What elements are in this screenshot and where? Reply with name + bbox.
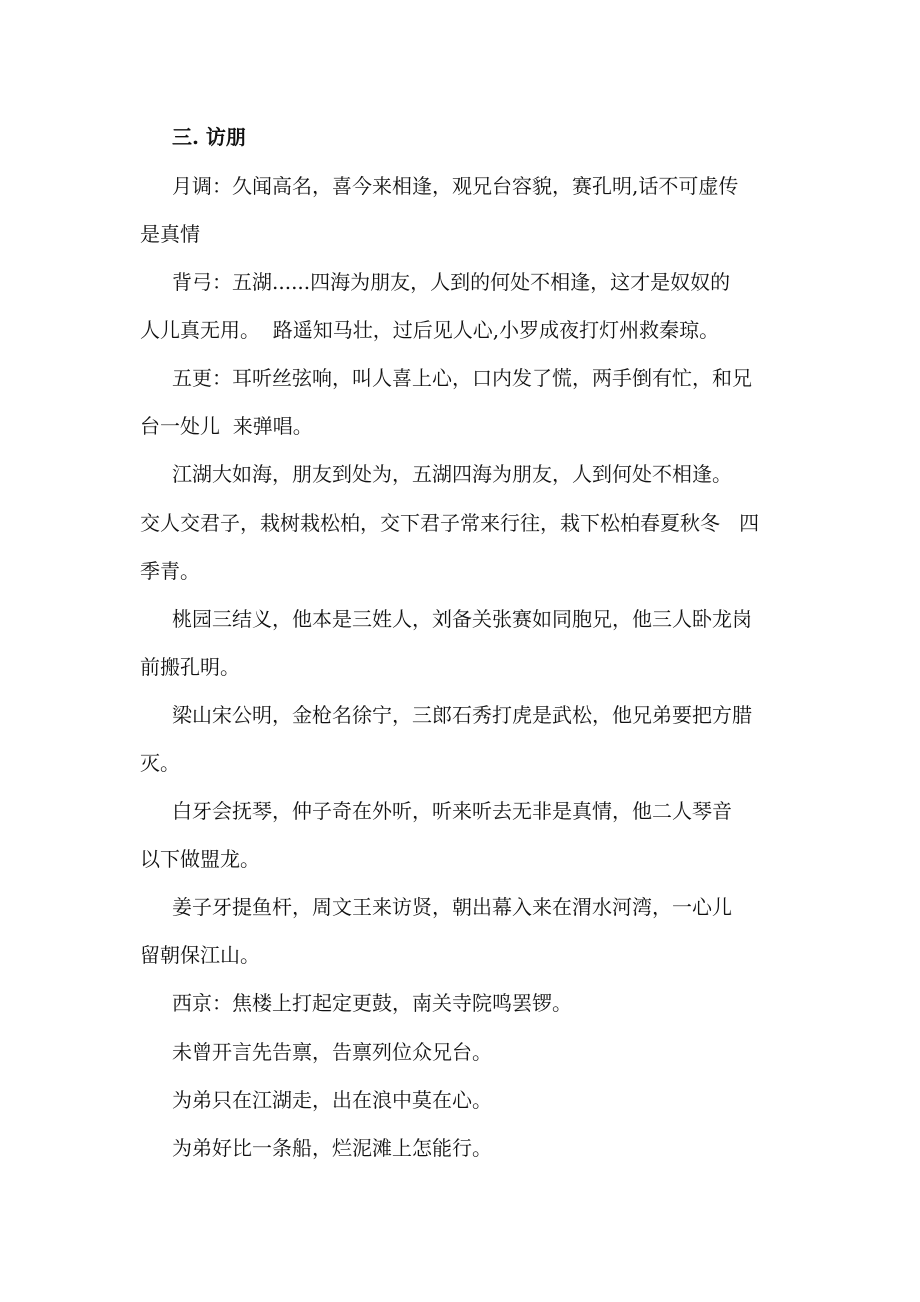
para-line: 交人交君子，栽树栽松柏，交下君子常来行往，栽下松柏春夏秋冬 四 [140,511,760,535]
para-line: 白牙会抚琴，仲子奇在外听，听来听去无非是真情，他二人琴音 [172,799,732,823]
para-line: 前搬孔明。 [140,655,240,679]
para-line: 人儿真无用。 路遥知马壮，过后见人心,小罗成夜打灯州救秦琼。 [140,318,720,342]
para-xijing: 西京：焦楼上打起定更鼓，南关寺院鸣罢锣。 [172,991,572,1015]
para-weidi-chuan: 为弟好比一条船，烂泥滩上怎能行。 [172,1136,492,1160]
para-line: 灭。 [140,751,180,775]
para-line: 季青。 [140,559,200,583]
para-weizeng: 未曾开言先告禀，告禀列位众兄台。 [172,1040,492,1064]
para-line: 桃园三结义，他本是三姓人，刘备关张赛如同胞兄，他三人卧龙岗 [172,607,752,631]
para-line: 留朝保江山。 [140,943,260,967]
para-line: 江湖大如海，朋友到处为，五湖四海为朋友，人到何处不相逢。 [172,462,732,486]
para-line: 梁山宋公明，金枪名徐宁，三郎石秀打虎是武松，他兄弟要把方腊 [172,703,752,727]
section-heading: 三. 访朋 [172,125,246,149]
para-line: 以下做盟龙。 [140,847,260,871]
para-line: 是真情 [140,222,200,246]
para-weidi-jianghu: 为弟只在江湖走，出在浪中莫在心。 [172,1088,492,1112]
para-line: 背弓：五湖......四海为朋友，人到的何处不相逢，这才是奴奴的 [172,270,731,294]
para-line: 五更：耳听丝弦响，叫人喜上心，口内发了慌，两手倒有忙，和兄 [172,366,752,390]
para-line: 月调：久闻高名，喜今来相逢，观兄台容貌，赛孔明,话不可虚传 [172,174,739,198]
para-line: 姜子牙提鱼杆，周文王来访贤，朝出幕入来在渭水河湾，一心儿 [172,895,732,919]
para-line: 台一处儿 来弹唱。 [140,414,313,438]
